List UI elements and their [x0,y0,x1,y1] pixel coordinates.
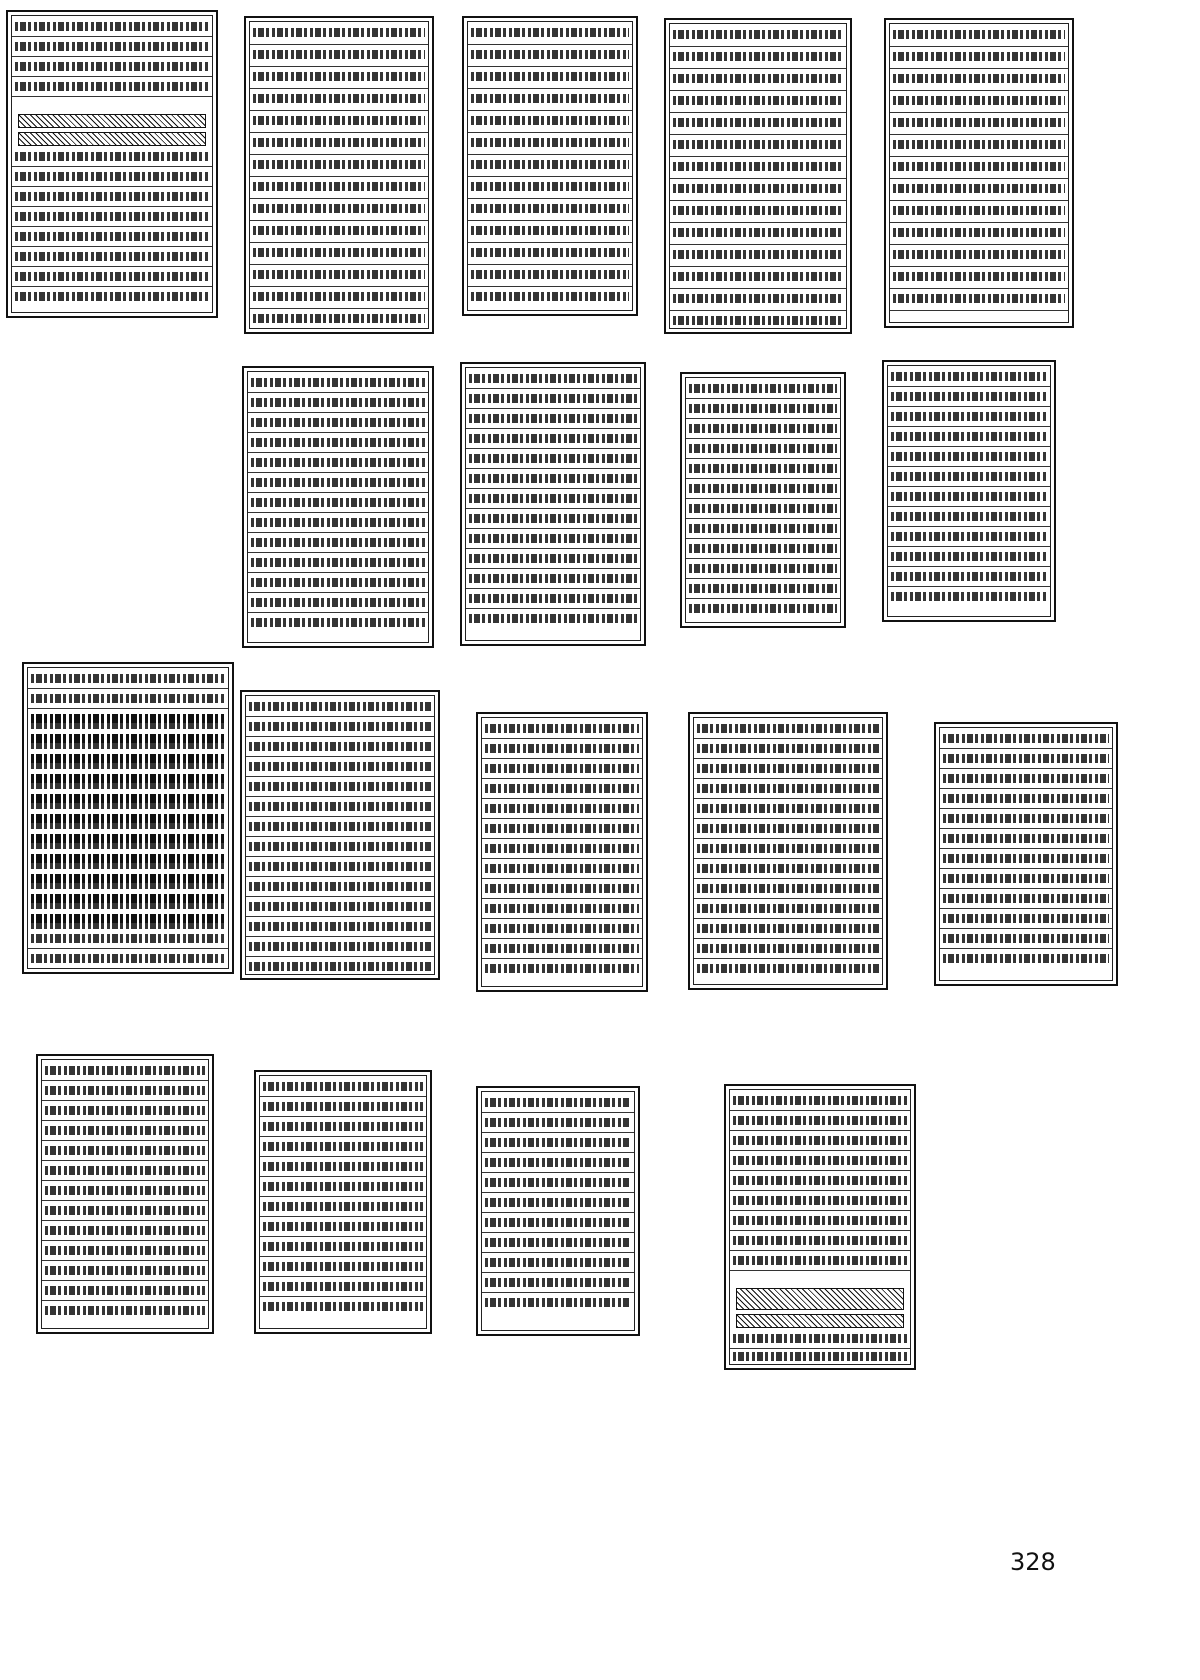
thumbnail-frame [11,15,213,313]
thumbnail-frame [247,371,429,643]
thumbnail-frame [939,727,1113,981]
thumbnail-frame [245,695,435,975]
page-thumbnail [680,372,846,628]
page-thumbnail [22,662,234,974]
thumbnail-frame [465,367,641,641]
page-thumbnail [934,722,1118,986]
page-thumbnail [254,1070,432,1334]
page-thumbnail [882,360,1056,622]
page-thumbnail [664,18,852,334]
page-thumbnail [240,690,440,980]
thumbnail-frame [259,1075,427,1329]
page-thumbnail [6,10,218,318]
thumbnail-frame [669,23,847,329]
page-thumbnail [242,366,434,648]
surah-header-ornament [18,114,206,128]
thumbnail-frame [467,21,633,311]
thumbnail-frame [27,667,229,969]
thumbnail-frame [693,717,883,985]
page-thumbnail [884,18,1074,328]
page-number: 328 [1010,1548,1056,1576]
surah-header-ornament [736,1288,904,1310]
page-thumbnail [724,1084,916,1370]
basmala-ornament [736,1314,904,1328]
page-thumbnail [688,712,888,990]
page-thumbnail [460,362,646,646]
thumbnail-frame [249,21,429,329]
thumbnail-frame [729,1089,911,1365]
thumbnail-frame [889,23,1069,323]
thumbnail-frame [481,717,643,987]
page-thumbnail [476,1086,640,1336]
thumbnail-frame [481,1091,635,1331]
page-thumbnail [36,1054,214,1334]
thumbnail-frame [887,365,1051,617]
thumbnail-frame [41,1059,209,1329]
page-thumbnail [462,16,638,316]
basmala-ornament [18,132,206,146]
thumbnail-frame [685,377,841,623]
page-thumbnail [244,16,434,334]
page-thumbnail [476,712,648,992]
